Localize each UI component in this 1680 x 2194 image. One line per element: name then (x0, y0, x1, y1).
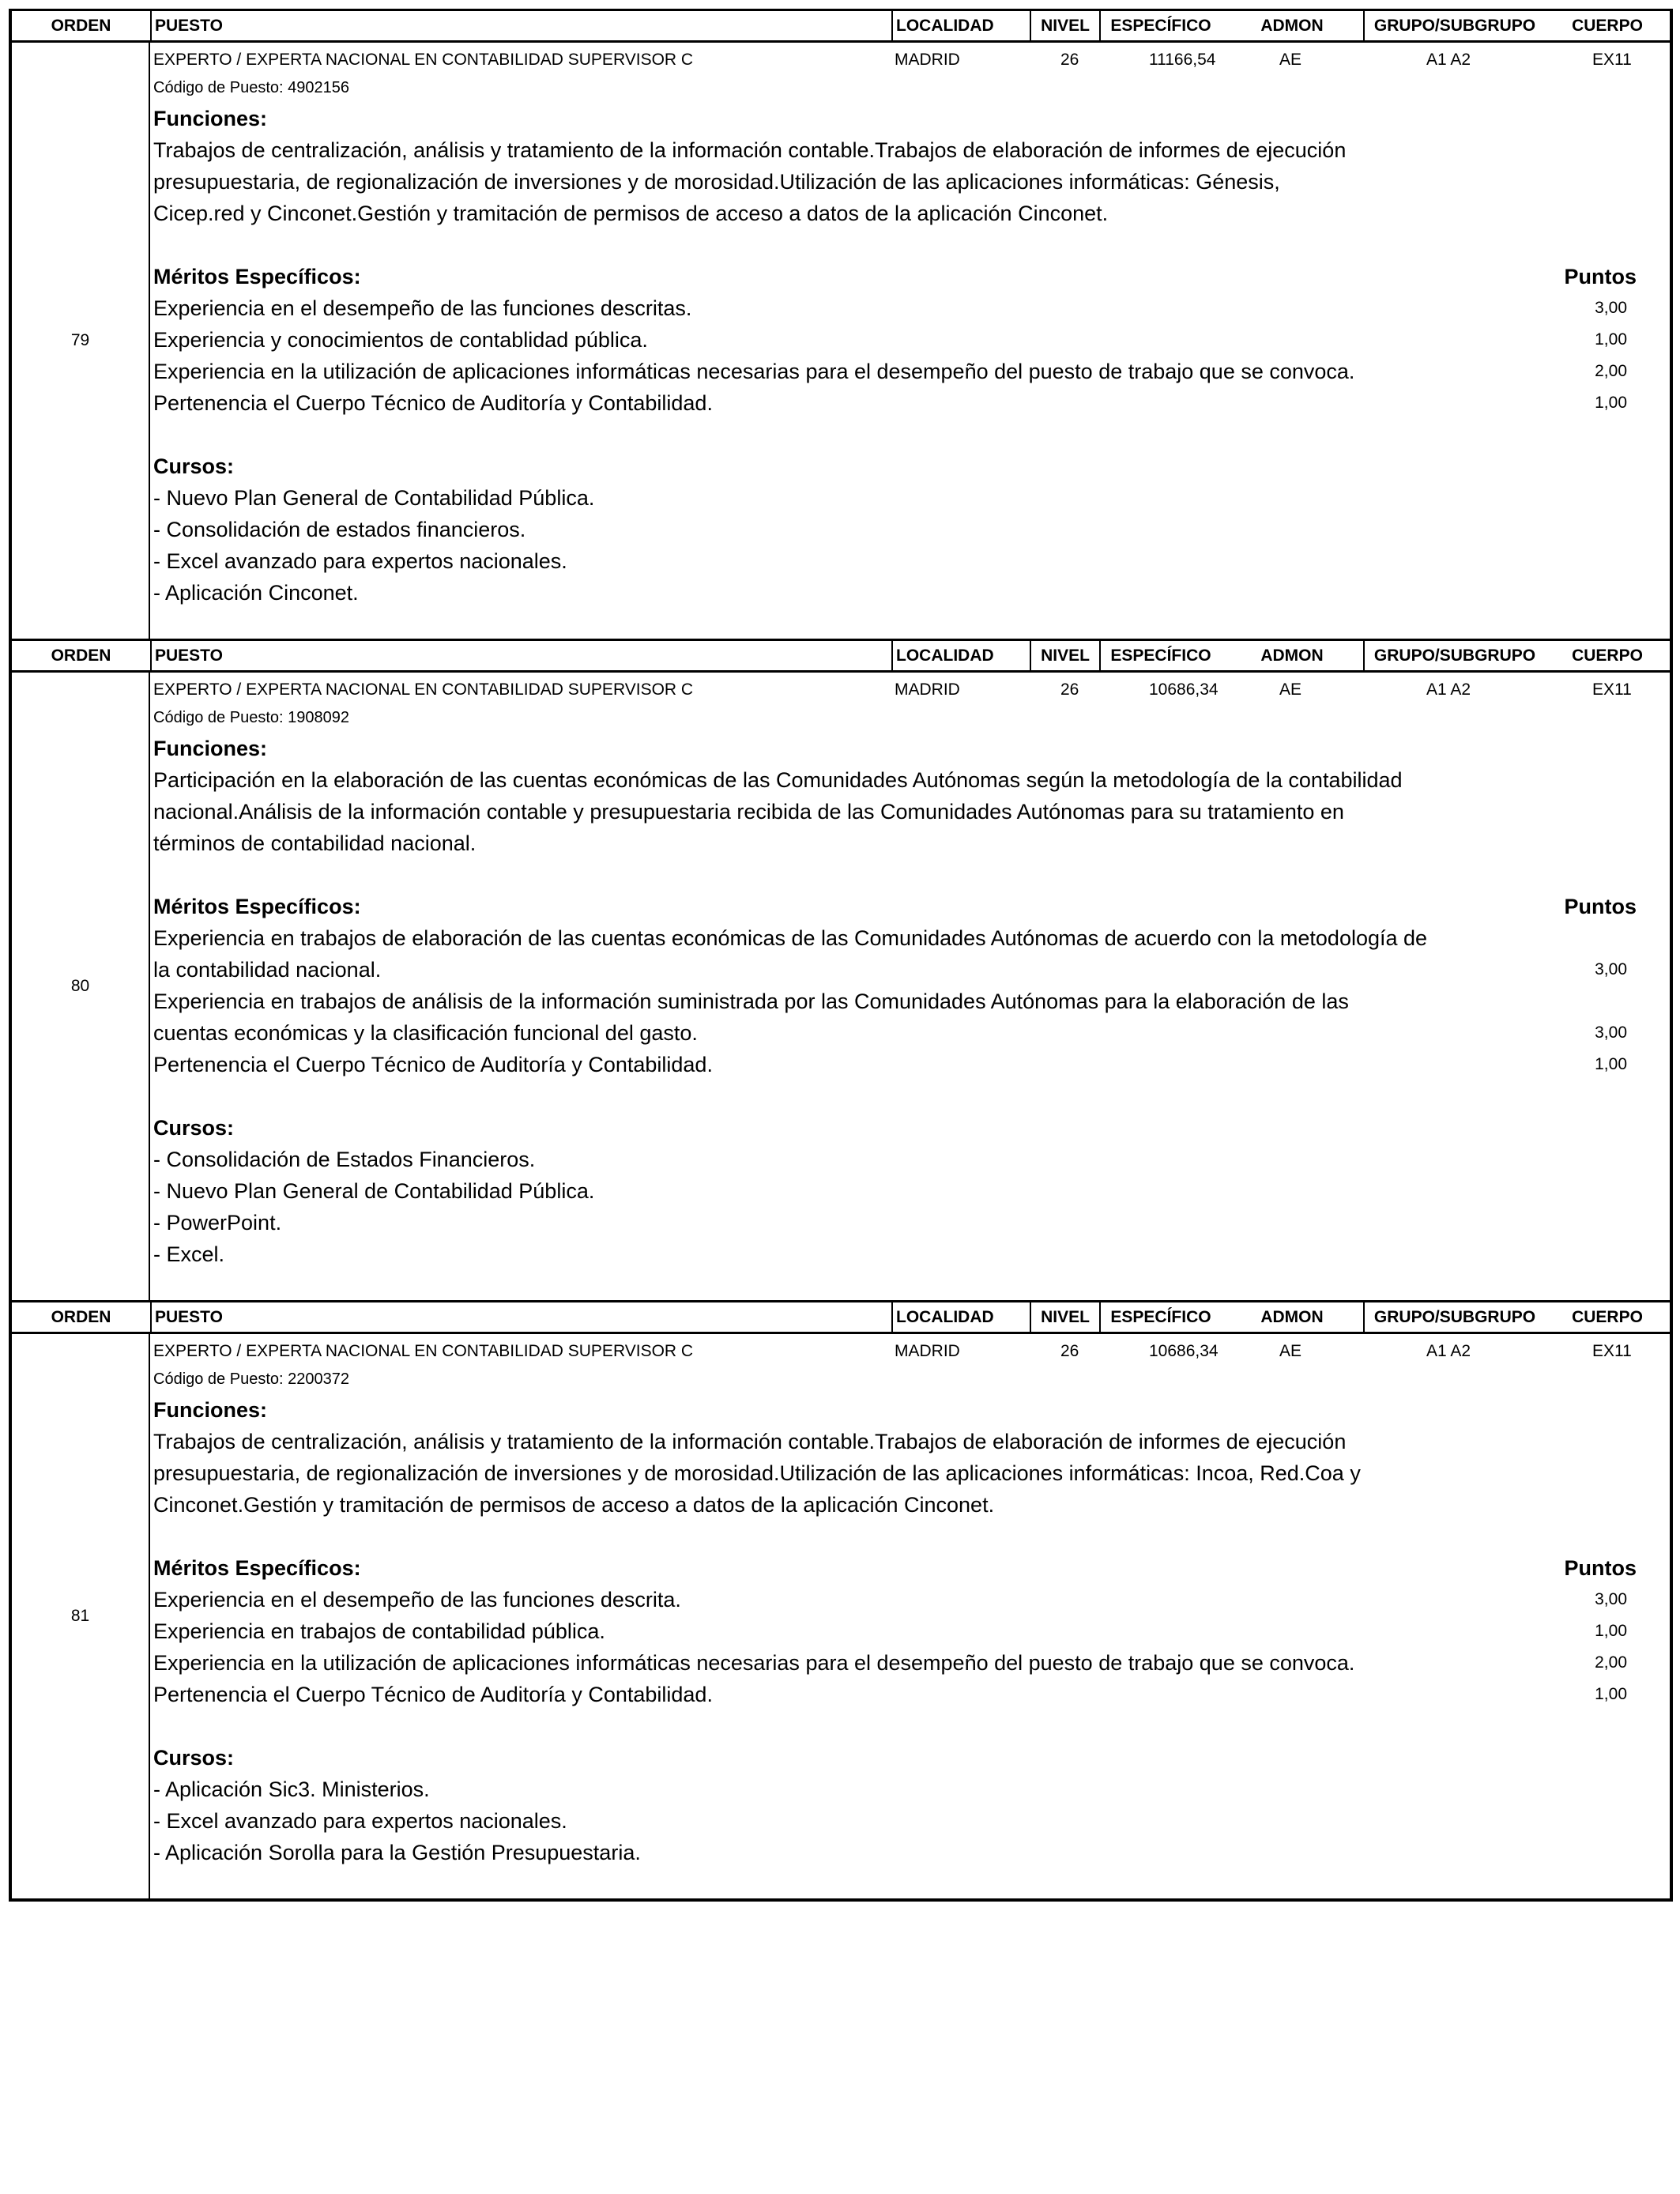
merito-text (152, 356, 1481, 387)
header-puesto: PUESTO (150, 1302, 891, 1332)
admon-value: AE (1279, 1342, 1302, 1360)
codigo-puesto: Código de Puesto: 1908092 (153, 709, 349, 726)
positions-table (9, 9, 1673, 1902)
merito-line: cuentas económicas y la clasificación funcional del gasto. (153, 1021, 698, 1045)
position-summary-row (152, 43, 1670, 73)
merito-line: Experiencia en la utilización de aplicaciones informáticas necesarias para el desempeño del puesto de trabajo que se convoca. (153, 360, 1355, 383)
merito-text (152, 292, 1481, 324)
cursos-heading: Cursos: (153, 1746, 235, 1770)
header-row (12, 1300, 1670, 1334)
funciones-line: términos de contabilidad nacional. (153, 831, 477, 855)
funciones-text (152, 1426, 1670, 1521)
codigo-puesto: Código de Puesto: 4902156 (153, 79, 349, 96)
admon-value: AE (1279, 51, 1302, 69)
merito-line: Experiencia en el desempeño de las funciones descrita. (153, 1588, 681, 1612)
localidad-value: MADRID (895, 680, 960, 699)
merito-line: Experiencia en trabajos de elaboración de las cuentas económicas de las Comunidades Autónomas de acuerdo con la metodología de (153, 926, 1428, 950)
merito-line: Experiencia en el desempeño de las funciones descritas. (153, 296, 692, 320)
puesto-title: EXPERTO / EXPERTA NACIONAL EN CONTABILIDAD SUPERVISOR C (153, 51, 694, 69)
grupo-value: A1 A2 (1426, 680, 1471, 699)
header-nivel: NIVEL (1030, 11, 1099, 40)
merito-text (152, 1584, 1481, 1615)
header-row (12, 11, 1670, 43)
position-body (12, 43, 1670, 639)
merito-puntos: 3,00 (1595, 1590, 1627, 1608)
header-grupo: GRUPO/SUBGRUPO (1363, 11, 1545, 40)
nivel-value: 26 (1060, 1342, 1079, 1360)
merito-text (152, 1647, 1481, 1679)
merito-item (152, 1049, 1670, 1080)
meritos-heading: Méritos Específicos: (153, 895, 361, 918)
position-content (152, 673, 1670, 1300)
merito-item (152, 986, 1670, 1049)
header-puesto: PUESTO (150, 11, 891, 40)
admon-value: AE (1279, 680, 1302, 699)
header-admon: ADMON (1260, 646, 1324, 665)
cursos-list (152, 482, 1670, 609)
position-body (12, 673, 1670, 1300)
funciones-heading: Funciones: (153, 107, 268, 130)
especifico-value: 10686,34 (1149, 1342, 1219, 1360)
merito-line: Experiencia en la utilización de aplicaciones informáticas necesarias para el desempeño del puesto de trabajo que se convoca. (153, 1651, 1355, 1675)
header-orden: ORDEN (51, 16, 111, 35)
funciones-text (152, 764, 1670, 859)
position-content (152, 43, 1670, 639)
position-content (152, 1334, 1670, 1898)
header-nivel: NIVEL (1030, 641, 1099, 670)
codigo-puesto: Código de Puesto: 2200372 (153, 1370, 349, 1388)
merito-item (152, 1679, 1670, 1710)
curso-item: - Aplicación Sorolla para la Gestión Presupuestaria. (153, 1841, 641, 1864)
nivel-value: 26 (1060, 51, 1079, 69)
merito-text (152, 1679, 1481, 1710)
header-cuerpo: CUERPO (1572, 646, 1643, 665)
cursos-heading: Cursos: (153, 454, 235, 478)
curso-item: - Excel avanzado para expertos nacionales. (153, 1809, 567, 1833)
position-summary-row (152, 673, 1670, 703)
funciones-line: Cicep.red y Cinconet.Gestión y tramitación de permisos de acceso a datos de la aplicación Cinconet. (153, 202, 1109, 225)
position-summary-row (152, 1334, 1670, 1364)
curso-item: - Excel. (153, 1242, 225, 1266)
especifico-value: 11166,54 (1149, 51, 1216, 69)
cursos-list (152, 1774, 1670, 1868)
header-orden: ORDEN (51, 1307, 111, 1326)
funciones-heading: Funciones: (153, 737, 268, 760)
merito-item (152, 1615, 1670, 1647)
orden-number: 80 (12, 673, 150, 1300)
meritos-heading: Méritos Específicos: (153, 1556, 361, 1580)
grupo-value: A1 A2 (1426, 51, 1471, 69)
header-admon: ADMON (1260, 1307, 1324, 1326)
merito-puntos: 1,00 (1595, 330, 1627, 349)
merito-puntos: 3,00 (1595, 1023, 1627, 1042)
merito-puntos: 1,00 (1595, 1055, 1627, 1073)
position-block (12, 1300, 1670, 1898)
merito-line: Experiencia en trabajos de contabilidad pública. (153, 1619, 605, 1643)
funciones-line: presupuestaria, de regionalización de inversiones y de morosidad.Utilización de las aplicaciones informáticas: Génesis, (153, 170, 1280, 194)
curso-item: - Consolidación de Estados Financieros. (153, 1148, 536, 1171)
meritos-heading: Méritos Específicos: (153, 265, 361, 288)
puntos-heading: Puntos (1564, 265, 1637, 288)
meritos-list (152, 292, 1670, 419)
merito-item (152, 292, 1670, 324)
orden-number: 79 (12, 43, 150, 639)
header-especifico: ESPECÍFICO (1099, 1302, 1221, 1332)
position-body (12, 1334, 1670, 1898)
merito-item (152, 1647, 1670, 1679)
meritos-heading-row (152, 1552, 1670, 1584)
puntos-heading: Puntos (1564, 1556, 1637, 1580)
position-block (12, 639, 1670, 1300)
header-cuerpo: CUERPO (1572, 16, 1643, 35)
merito-text (152, 922, 1481, 986)
puesto-title: EXPERTO / EXPERTA NACIONAL EN CONTABILIDAD SUPERVISOR C (153, 1342, 694, 1360)
merito-item (152, 1584, 1670, 1615)
orden-number: 81 (12, 1334, 150, 1898)
merito-line: la contabilidad nacional. (153, 958, 382, 982)
merito-text (152, 387, 1481, 419)
funciones-line: presupuestaria, de regionalización de inversiones y de morosidad.Utilización de las aplicaciones informáticas: Incoa, Red.Coa y (153, 1461, 1361, 1485)
curso-item: - Nuevo Plan General de Contabilidad Pública. (153, 1179, 595, 1203)
localidad-value: MADRID (895, 51, 960, 69)
curso-item: - Excel avanzado para expertos nacionales. (153, 549, 567, 573)
meritos-list (152, 1584, 1670, 1710)
grupo-value: A1 A2 (1426, 1342, 1471, 1360)
meritos-heading-row (152, 891, 1670, 922)
merito-text (152, 324, 1481, 356)
merito-puntos: 3,00 (1595, 960, 1627, 978)
cursos-heading: Cursos: (153, 1116, 235, 1140)
header-cuerpo: CUERPO (1572, 1307, 1643, 1326)
funciones-line: Trabajos de centralización, análisis y tratamiento de la información contable.Trabajos de elaboración de informes de ejecución (153, 138, 1347, 162)
merito-item (152, 387, 1670, 419)
header-especifico: ESPECÍFICO (1099, 641, 1221, 670)
curso-item: - Aplicación Sic3. Ministerios. (153, 1777, 430, 1801)
curso-item: - PowerPoint. (153, 1211, 282, 1235)
funciones-line: Trabajos de centralización, análisis y tratamiento de la información contable.Trabajos de elaboración de informes de ejecución (153, 1430, 1347, 1453)
header-puesto: PUESTO (150, 641, 891, 670)
merito-text (152, 1049, 1481, 1080)
funciones-line: nacional.Análisis de la información contable y presupuestaria recibida de las Comunidades Autónomas para su tratamiento en (153, 800, 1344, 824)
meritos-heading-row (152, 261, 1670, 292)
cuerpo-value: EX11 (1592, 51, 1632, 69)
merito-item (152, 922, 1670, 986)
curso-item: - Aplicación Cinconet. (153, 581, 359, 605)
meritos-list (152, 922, 1670, 1080)
header-row (12, 639, 1670, 673)
header-grupo: GRUPO/SUBGRUPO (1363, 1302, 1545, 1332)
especifico-value: 10686,34 (1149, 680, 1219, 699)
header-orden: ORDEN (51, 646, 111, 665)
curso-item: - Nuevo Plan General de Contabilidad Pública. (153, 486, 595, 510)
localidad-value: MADRID (895, 1342, 960, 1360)
header-nivel: NIVEL (1030, 1302, 1099, 1332)
merito-line: Experiencia en trabajos de análisis de la información suministrada por las Comunidades Autónomas para la elaboración de las (153, 990, 1349, 1013)
curso-item: - Consolidación de estados financieros. (153, 518, 526, 541)
header-localidad: LOCALIDAD (891, 11, 1030, 40)
header-especifico: ESPECÍFICO (1099, 11, 1221, 40)
position-block (12, 11, 1670, 639)
merito-puntos: 2,00 (1595, 1653, 1627, 1672)
puesto-title: EXPERTO / EXPERTA NACIONAL EN CONTABILIDAD SUPERVISOR C (153, 680, 694, 699)
merito-puntos: 3,00 (1595, 299, 1627, 317)
merito-text (152, 1615, 1481, 1647)
merito-puntos: 1,00 (1595, 1622, 1627, 1640)
header-localidad: LOCALIDAD (891, 1302, 1030, 1332)
merito-puntos: 2,00 (1595, 362, 1627, 380)
merito-line: Pertenencia el Cuerpo Técnico de Auditoría y Contabilidad. (153, 1683, 713, 1706)
funciones-line: Cinconet.Gestión y tramitación de permisos de acceso a datos de la aplicación Cinconet. (153, 1493, 995, 1517)
cursos-list (152, 1144, 1670, 1270)
merito-line: Experiencia y conocimientos de contablidad pública. (153, 328, 648, 352)
header-grupo: GRUPO/SUBGRUPO (1363, 641, 1545, 670)
funciones-heading: Funciones: (153, 1398, 268, 1422)
cuerpo-value: EX11 (1592, 680, 1632, 699)
header-localidad: LOCALIDAD (891, 641, 1030, 670)
funciones-text (152, 134, 1670, 229)
funciones-line: Participación en la elaboración de las cuentas económicas de las Comunidades Autónomas según la metodología de la contabilidad (153, 768, 1403, 792)
merito-puntos: 1,00 (1595, 394, 1627, 412)
puntos-heading: Puntos (1564, 895, 1637, 918)
merito-text (152, 986, 1481, 1049)
merito-item (152, 324, 1670, 356)
header-admon: ADMON (1260, 16, 1324, 35)
merito-line: Pertenencia el Cuerpo Técnico de Auditoría y Contabilidad. (153, 1053, 713, 1076)
merito-item (152, 356, 1670, 387)
nivel-value: 26 (1060, 680, 1079, 699)
cuerpo-value: EX11 (1592, 1342, 1632, 1360)
merito-puntos: 1,00 (1595, 1685, 1627, 1703)
merito-line: Pertenencia el Cuerpo Técnico de Auditoría y Contabilidad. (153, 391, 713, 415)
